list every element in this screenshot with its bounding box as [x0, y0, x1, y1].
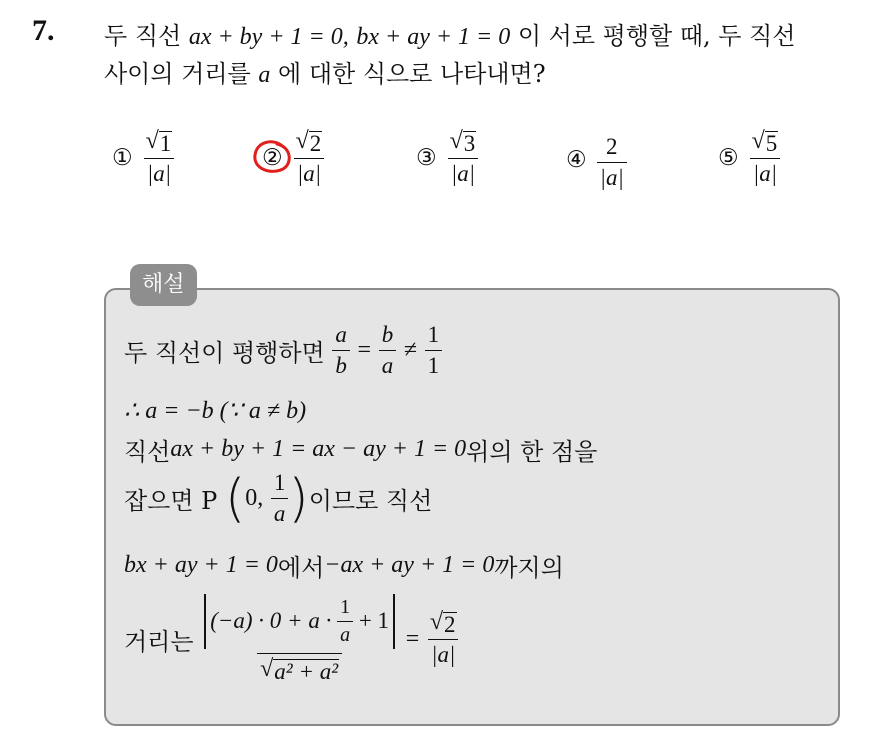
choice-1[interactable]: [112, 128, 175, 188]
choice-4[interactable]: [566, 128, 627, 192]
solution-line-3: [124, 432, 597, 467]
denominator: |a|: [597, 162, 627, 191]
choice-marker: ②: [262, 144, 283, 171]
question-text: 두 직선: [104, 22, 189, 50]
fraction-b-over-a: [379, 322, 397, 380]
radicand: 3: [463, 131, 476, 156]
question-text: 에 대한 식으로 나타내면?: [270, 60, 546, 88]
equals-sign: =: [405, 625, 420, 652]
solution-line-2: ∴ a = −b (∵ a ≠ b): [124, 398, 307, 424]
denominator: 1: [425, 350, 443, 379]
variable-a: a: [258, 62, 271, 88]
denominator: b: [332, 350, 350, 379]
choice-marker: ④: [566, 146, 587, 173]
numerator-expr: + 1: [358, 608, 390, 634]
numerator: 2: [605, 134, 618, 159]
choice-5[interactable]: [718, 128, 781, 188]
choice-marker: ⑤: [718, 144, 739, 171]
solution-line-4: [124, 470, 432, 528]
solution-equation: bx + ay + 1 = 0: [124, 552, 278, 578]
denominator: a: [337, 621, 353, 647]
solution-line-1: [124, 322, 442, 380]
solution-text: 이므로 직선: [308, 487, 433, 516]
question-line-2: [104, 54, 546, 89]
numerator: a: [335, 322, 347, 347]
solution-text: 에서: [277, 554, 325, 582]
radicand: 5: [765, 131, 778, 156]
choice-marker: ③: [416, 144, 437, 171]
radicand: 1: [159, 131, 172, 156]
absolute-value: [204, 594, 395, 649]
choice-fraction: [597, 128, 627, 192]
question-number: 7.: [32, 14, 55, 47]
numerator: b: [381, 322, 394, 347]
choice-fraction: √ 3 |a|: [447, 128, 480, 188]
radicand: 2: [309, 131, 322, 156]
point-x: 0,: [245, 485, 264, 512]
solution-label: 해설: [130, 264, 197, 306]
right-paren: ): [288, 468, 309, 529]
choice-marker: ①: [112, 144, 133, 171]
solution-text: 직선: [124, 438, 171, 466]
radicand: 2: [444, 612, 456, 638]
choice-fraction: √ 5 |a|: [749, 128, 782, 188]
numerator: 1: [340, 596, 351, 618]
denominator: |a|: [750, 158, 780, 187]
numerator: 1: [273, 470, 286, 495]
solution-text: 잡으면 P: [124, 487, 218, 516]
denominator: |a|: [448, 158, 478, 187]
result-fraction: √ 2 |a|: [427, 609, 460, 669]
solution-equation: ax + by + 1 = ax − ay + 1 = 0: [170, 436, 467, 462]
fraction-a-over-b: [332, 322, 350, 380]
distance-fraction: (−a) · 0 + a · $\frac{1}{a}$ + 1 √ a² + a²: [201, 594, 398, 684]
solution-line-5: [124, 548, 564, 583]
numerator: 1: [427, 322, 440, 347]
left-paren: (: [224, 468, 246, 529]
solution-text: 까지의: [494, 554, 564, 582]
denominator: |a|: [428, 639, 458, 668]
solution-line-6: [124, 594, 460, 684]
numerator-expr: (−a) · 0 + a ·: [210, 608, 332, 634]
question-text: 사이의 거리를: [104, 60, 259, 88]
choice-fraction: √ 2 |a|: [293, 128, 326, 188]
fraction-1-over-1: [425, 322, 443, 380]
solution-text: 두 직선이 평행하면: [124, 339, 325, 368]
equation-1: ax + by + 1 = 0,: [188, 24, 349, 50]
question-line-1: [104, 16, 795, 51]
denominator: a: [271, 498, 289, 527]
denominator: |a|: [144, 158, 174, 187]
solution-equation: −ax + ay + 1 = 0: [324, 552, 495, 578]
equation-2: bx + ay + 1 = 0: [356, 24, 511, 50]
equals-sign: =: [357, 337, 372, 364]
point-y-fraction: [271, 470, 289, 528]
denominator: |a|: [294, 158, 324, 187]
radicand: a² + a²: [274, 659, 339, 684]
choice-3[interactable]: [416, 128, 479, 188]
denominator: a: [379, 350, 397, 379]
choice-fraction: √ 1 |a|: [143, 128, 176, 188]
inner-fraction: [337, 596, 353, 647]
solution-text: 거리는: [124, 627, 194, 656]
not-equal-sign: ≠: [403, 337, 418, 364]
question-text: 이 서로 평행할 때, 두 직선: [510, 22, 796, 50]
answer-circle-mark: [251, 137, 295, 177]
solution-text: 위의 한 점을: [466, 438, 598, 466]
